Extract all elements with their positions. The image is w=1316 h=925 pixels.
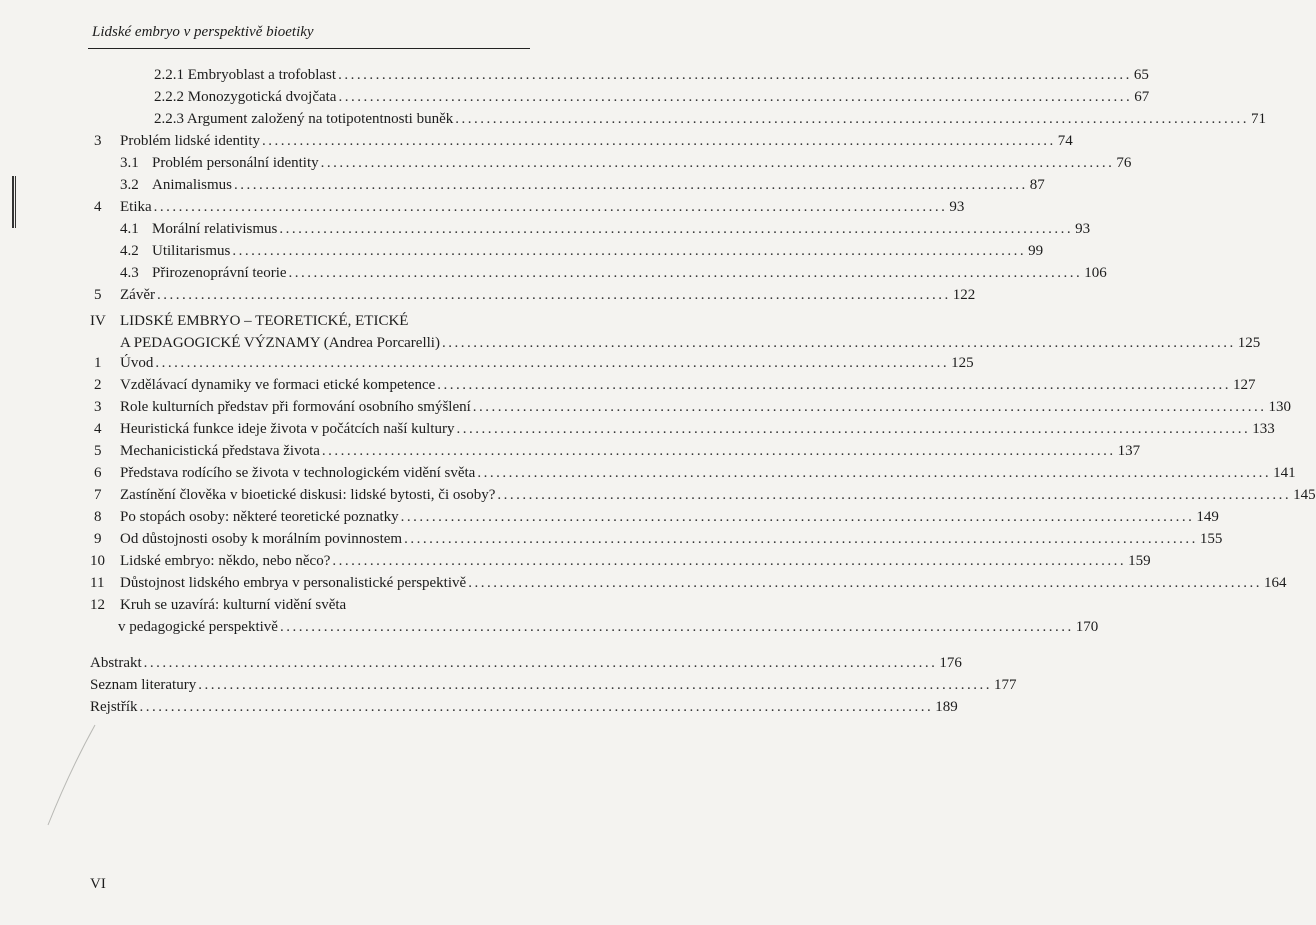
toc-page: 145 bbox=[1293, 487, 1316, 503]
toc-entry bbox=[152, 238, 1044, 260]
dot-leader: ............................................................................................................................... bbox=[437, 377, 1232, 393]
dot-leader: ............................................................................................................................... bbox=[234, 177, 1028, 193]
toc-number: 4.3 bbox=[120, 265, 139, 281]
toc-title: Utilitarismus bbox=[152, 243, 231, 259]
toc-title: Závěr bbox=[120, 287, 155, 303]
toc-number: 10 bbox=[90, 553, 105, 569]
dot-leader: ............................................................................................................................... bbox=[279, 619, 1074, 635]
toc-entry bbox=[120, 416, 1275, 438]
dot-leader: ............................................................................................................................... bbox=[477, 465, 1272, 481]
pencil-mark bbox=[40, 720, 100, 830]
toc-page: 170 bbox=[1075, 619, 1099, 635]
dot-leader: ............................................................................................................................... bbox=[156, 287, 951, 303]
toc-entry bbox=[152, 172, 1045, 194]
header-rule bbox=[88, 48, 530, 49]
dot-leader: ............................................................................................................................... bbox=[321, 443, 1116, 459]
toc-entry bbox=[120, 460, 1296, 482]
dot-leader: ............................................................................................................................... bbox=[338, 89, 1133, 105]
toc-page: 189 bbox=[935, 699, 958, 715]
toc-number: 4 bbox=[94, 421, 102, 437]
toc-entry bbox=[118, 614, 1099, 636]
page-number: VI bbox=[90, 876, 106, 892]
toc-title: Lidské embryo: někdo, nebo něco? bbox=[120, 553, 331, 569]
toc-number: 3.1 bbox=[120, 155, 139, 171]
toc-title: Mechanicistická představa života bbox=[120, 443, 320, 459]
toc-title: Vzdělávací dynamiky ve formaci etické kompetence bbox=[120, 377, 436, 393]
toc-page: 164 bbox=[1263, 575, 1287, 591]
toc-number: 8 bbox=[94, 509, 102, 525]
dot-leader: ............................................................................................................................... bbox=[441, 335, 1236, 351]
dot-leader: ............................................................................................................................... bbox=[279, 221, 1074, 237]
toc-page: 133 bbox=[1252, 421, 1275, 437]
toc-title-line2: v pedagogické perspektivě bbox=[118, 619, 278, 635]
dot-leader: ............................................................................................................................... bbox=[497, 487, 1292, 503]
dot-leader: ............................................................................................................................... bbox=[262, 133, 1056, 149]
toc-number: 3 bbox=[94, 399, 102, 415]
toc-title: Etika bbox=[120, 199, 152, 215]
toc-number: 4 bbox=[94, 199, 102, 215]
toc-number: 3 bbox=[94, 133, 102, 149]
part-title-line1: LIDSKÉ EMBRYO – TEORETICKÉ, ETICKÉ bbox=[120, 313, 409, 329]
dot-leader: ............................................................................................................................... bbox=[143, 655, 938, 671]
part-title-line2: A PEDAGOGICKÉ VÝZNAMY (Andrea Porcarelli) bbox=[120, 335, 440, 351]
toc-number: 5 bbox=[94, 443, 102, 459]
dot-leader: ............................................................................................................................... bbox=[232, 243, 1027, 259]
toc-page: 122 bbox=[952, 287, 976, 303]
toc-page: 67 bbox=[1134, 89, 1150, 105]
toc-entry bbox=[120, 482, 1316, 504]
dot-leader: ............................................................................................................................... bbox=[338, 67, 1132, 83]
toc-entry bbox=[120, 194, 965, 216]
dot-leader: ............................................................................................................................... bbox=[456, 421, 1251, 437]
toc-title: Problém lidské identity bbox=[120, 133, 260, 149]
toc-page: 125 bbox=[1237, 335, 1261, 351]
toc-title: 2.2.1 Embryoblast a trofoblast bbox=[154, 67, 337, 83]
toc-number: 4.2 bbox=[120, 243, 139, 259]
toc-entry bbox=[152, 150, 1132, 172]
toc-entry bbox=[90, 672, 1017, 694]
toc-entry bbox=[120, 438, 1141, 460]
toc-entry bbox=[120, 570, 1287, 592]
toc-title: Rejstřík bbox=[90, 699, 138, 715]
scan-mark bbox=[12, 176, 14, 228]
running-header: Lidské embryo v perspektivě bioetiky bbox=[92, 24, 314, 40]
toc-page: 137 bbox=[1117, 443, 1141, 459]
toc-entry bbox=[90, 650, 962, 672]
toc-title: Po stopách osoby: některé teoretické poznatky bbox=[120, 509, 399, 525]
toc-number: 5 bbox=[94, 287, 102, 303]
toc-entry bbox=[120, 526, 1223, 548]
toc-page: 99 bbox=[1028, 243, 1044, 259]
dot-leader: ............................................................................................................................... bbox=[198, 677, 992, 693]
toc-page: 87 bbox=[1029, 177, 1045, 193]
toc-entry bbox=[120, 350, 974, 372]
toc-entry bbox=[152, 216, 1091, 238]
toc-title: Heuristická funkce ideje života v počátcích naší kultury bbox=[120, 421, 455, 437]
part-number: IV bbox=[90, 313, 106, 329]
toc-title-line1: Kruh se uzavírá: kulturní vidění světa bbox=[120, 597, 347, 613]
dot-leader: ............................................................................................................................... bbox=[455, 111, 1250, 127]
toc-title: Úvod bbox=[120, 355, 154, 371]
dot-leader: ............................................................................................................................... bbox=[404, 531, 1198, 547]
dot-leader: ............................................................................................................................... bbox=[155, 355, 950, 371]
toc-title: Zastínění člověka v bioetické diskusi: lidské bytosti, či osoby? bbox=[120, 487, 496, 503]
dot-leader: ............................................................................................................................... bbox=[139, 699, 934, 715]
toc-entry bbox=[120, 330, 1261, 352]
toc-number: 3.2 bbox=[120, 177, 139, 193]
toc-number: 12 bbox=[90, 597, 105, 613]
toc-page: 141 bbox=[1273, 465, 1296, 481]
toc-title: Důstojnost lidského embrya v personalistické perspektivě bbox=[120, 575, 467, 591]
toc-title: Problém personální identity bbox=[152, 155, 319, 171]
toc-title: 2.2.3 Argument založený na totipotentnosti buněk bbox=[154, 111, 454, 127]
toc-page: 71 bbox=[1251, 111, 1267, 127]
toc-entry bbox=[154, 62, 1149, 84]
toc-number: 7 bbox=[94, 487, 102, 503]
toc-entry bbox=[120, 372, 1256, 394]
toc-number: 9 bbox=[94, 531, 102, 547]
toc-number: 1 bbox=[94, 355, 102, 371]
toc-title: Od důstojnosti osoby k morálním povinnostem bbox=[120, 531, 403, 547]
toc-page: 74 bbox=[1057, 133, 1073, 149]
toc-entry bbox=[120, 504, 1219, 526]
toc-entry bbox=[120, 128, 1073, 150]
toc-title: Animalismus bbox=[152, 177, 233, 193]
toc-page: 149 bbox=[1196, 509, 1219, 525]
dot-leader: ............................................................................................................................... bbox=[468, 575, 1262, 591]
dot-leader: ............................................................................................................................... bbox=[153, 199, 948, 215]
toc-entry bbox=[154, 84, 1150, 106]
scan-mark bbox=[15, 176, 16, 228]
toc-entry bbox=[90, 694, 958, 716]
toc-title: Seznam literatury bbox=[90, 677, 197, 693]
toc-title: Morální relativismus bbox=[152, 221, 278, 237]
toc-page: 76 bbox=[1116, 155, 1132, 171]
toc-page: 125 bbox=[951, 355, 974, 371]
dot-leader: ............................................................................................................................... bbox=[400, 509, 1195, 525]
toc-page: 65 bbox=[1133, 67, 1149, 83]
toc-page: 177 bbox=[993, 677, 1017, 693]
toc-number: 6 bbox=[94, 465, 102, 481]
toc-page: 130 bbox=[1268, 399, 1292, 415]
toc-page: 93 bbox=[1075, 221, 1091, 237]
toc-entry bbox=[152, 260, 1107, 282]
toc-title: 2.2.2 Monozygotická dvojčata bbox=[154, 89, 337, 105]
toc-number: 11 bbox=[90, 575, 105, 591]
dot-leader: ............................................................................................................................... bbox=[288, 265, 1083, 281]
toc-entry bbox=[120, 282, 976, 304]
toc-page: 106 bbox=[1084, 265, 1107, 281]
dot-leader: ............................................................................................................................... bbox=[332, 553, 1127, 569]
toc-page: 176 bbox=[939, 655, 962, 671]
toc-title: Abstrakt bbox=[90, 655, 142, 671]
toc-title: Přirozenoprávní teorie bbox=[152, 265, 287, 281]
dot-leader: ............................................................................................................................... bbox=[472, 399, 1267, 415]
toc-title: Role kulturních představ při formování osobního smýšlení bbox=[120, 399, 471, 415]
toc-number: 2 bbox=[94, 377, 102, 393]
toc-page: 155 bbox=[1199, 531, 1223, 547]
toc-page: 93 bbox=[949, 199, 965, 215]
toc-title: Představa rodícího se života v technologickém vidění světa bbox=[120, 465, 476, 481]
toc-entry bbox=[154, 106, 1267, 128]
toc-page: 159 bbox=[1128, 553, 1151, 569]
toc-page: 127 bbox=[1233, 377, 1256, 393]
toc-entry bbox=[120, 394, 1292, 416]
toc-number: 4.1 bbox=[120, 221, 139, 237]
dot-leader: ............................................................................................................................... bbox=[320, 155, 1115, 171]
toc-entry bbox=[120, 548, 1151, 570]
